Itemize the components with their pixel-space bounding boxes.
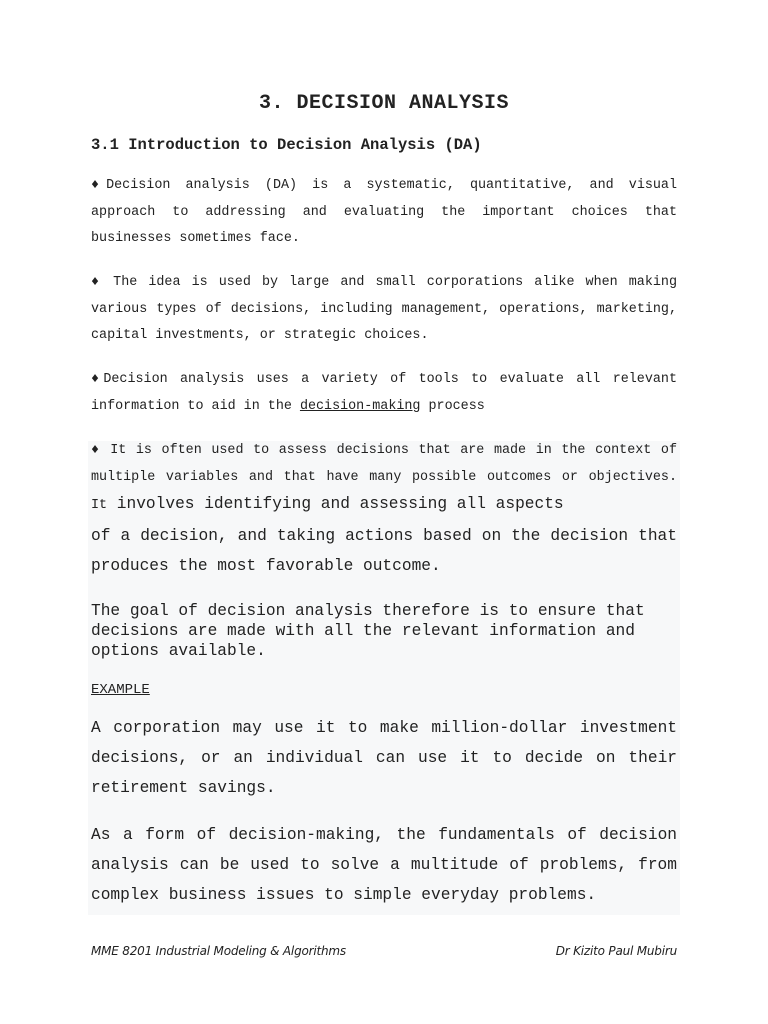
paragraph-example: A corporation may use it to make million-dollar investment decisions, or an individual can use it to decide on their retirement savings. (91, 719, 677, 797)
section-heading: 3.1 Introduction to Decision Analysis (DA) (91, 136, 482, 154)
decision-making-link[interactable]: decision-making (299, 398, 421, 414)
footer-course: MME 8201 Industrial Modeling & Algorithms (91, 944, 346, 958)
paragraph-fundamentals: As a form of decision-making, the fundamentals of decision analysis can be used to solve a multitude of problems, from complex business issues to simple everyday problems. (91, 826, 677, 904)
paragraph-usage: ♦ The idea is used by large and small corporations alike when making various types of decisions, including management, operations, marketing, capital investments, or strategic choices. (91, 275, 677, 343)
paragraph-context (91, 438, 677, 520)
paragraph-context-small: ♦ It is often used to assess decisions that are made in the context of multiple variables and that have many possible outcomes or objectives. It (91, 443, 677, 513)
footer-author: Dr Kizito Paul Mubiru (555, 944, 677, 958)
paragraph-tools-text: ♦Decision analysis uses a variety of tools to evaluate all relevant information to aid in the (91, 372, 677, 414)
paragraph-definition: ♦Decision analysis (DA) is a systematic, quantitative, and visual approach to addressing and evaluating the important choices that businesses sometimes face. (91, 178, 677, 246)
page-title: 3. DECISION ANALYSIS (258, 92, 510, 115)
paragraph-context-continued: of a decision, and taking actions based on the decision that produces the most favorable outcome. (91, 527, 677, 575)
example-label: EXAMPLE (91, 682, 150, 698)
paragraph-context-large: involves identifying and assessing all aspects (107, 495, 564, 513)
paragraph-goal: The goal of decision analysis therefore is to ensure that decisions are made with all the relevant information and options available. (91, 602, 645, 660)
paragraph-tools-end: process (420, 398, 485, 414)
paragraph-tools (91, 367, 677, 420)
